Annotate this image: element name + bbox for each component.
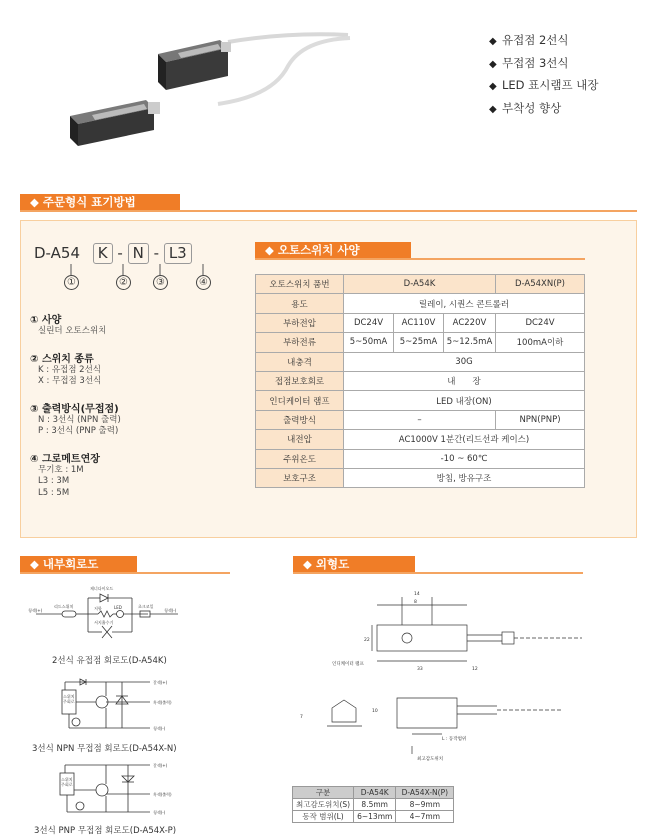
circuit-caption-2: 3선식 NPN 무접점 회로도(D-A54X-N) xyxy=(32,744,177,754)
circuit-caption-3: 3선식 PNP 무접점 회로도(D-A54X-P) xyxy=(34,826,177,836)
svg-text:최고감도위치: 최고감도위치 xyxy=(417,757,444,762)
svg-text:주회로: 주회로 xyxy=(63,699,75,704)
feature-item xyxy=(489,75,599,98)
circuit-section-title: ◆ 내부회로도 xyxy=(20,556,137,573)
table-row xyxy=(256,371,585,390)
table-row xyxy=(293,787,454,799)
table-row xyxy=(256,391,585,410)
svg-text:33: 33 xyxy=(417,667,423,672)
code-number-2: ② xyxy=(116,275,131,290)
svg-text:8: 8 xyxy=(414,600,417,605)
svg-text:인디케이터 램프: 인디케이터 램프 xyxy=(332,662,364,667)
svg-text:주회로: 주회로 xyxy=(61,782,73,787)
spec-value: D-A54K xyxy=(344,275,496,294)
code-part-switch-type: K xyxy=(93,243,113,264)
order-legend xyxy=(30,304,210,499)
svg-text:청색(-): 청색(-) xyxy=(153,810,166,815)
code-leader-lines xyxy=(60,264,220,276)
spec-value: AC220V xyxy=(444,313,496,332)
code-part-lead: L3 xyxy=(164,243,192,264)
feature-text: LED 표시램프 내장 xyxy=(502,78,599,92)
spec-value: 100mA이하 xyxy=(496,333,585,352)
code-number-3: ③ xyxy=(153,275,168,290)
feature-text: 유접점 2선식 xyxy=(502,33,569,47)
legend-text: K : 유접점 2선식 xyxy=(38,364,102,375)
table-row xyxy=(256,468,585,487)
feature-item xyxy=(489,53,599,76)
feature-text: 부착성 향상 xyxy=(502,100,562,115)
outline-section-title: ◆ 외형도 xyxy=(293,556,415,573)
spec-label: 오토스위치 품번 xyxy=(256,275,344,294)
legend-title-4: ④ 그로메트연장 xyxy=(30,453,100,465)
feature-text: 무접점 3선식 xyxy=(502,55,569,70)
dim-header: D-A54K xyxy=(354,787,396,799)
dim-value: 8~9mm xyxy=(396,799,454,811)
spec-label: 부하전압 xyxy=(256,313,344,332)
spec-value: 5~25mA xyxy=(394,333,444,352)
svg-text:스위치: 스위치 xyxy=(61,777,73,782)
svg-text:LED: LED xyxy=(114,605,122,610)
legend-text: P : 3선식 (PNP 출력) xyxy=(38,426,119,436)
spec-label: 부하전류 xyxy=(256,333,344,352)
order-section-title: ◆ 주문형식 표기방법 xyxy=(20,194,180,211)
spec-value: AC1000V 1분간(리드선과 케이스) xyxy=(344,430,585,449)
spec-label: 보호구조 xyxy=(256,468,344,487)
svg-text:저항: 저항 xyxy=(94,606,102,611)
legend-text: N : 3선식 (NPN 출력) xyxy=(38,414,121,425)
outline-section-rule xyxy=(293,572,583,574)
svg-text:7: 7 xyxy=(300,715,303,720)
svg-text:스위치: 스위치 xyxy=(63,694,75,699)
circuit-diagram-npn xyxy=(40,676,180,736)
svg-text:10: 10 xyxy=(372,709,378,714)
diamond-bullet-icon: ◆ xyxy=(489,58,497,70)
spec-value: 내 장 xyxy=(344,371,585,390)
diamond-bullet-icon: ◆ xyxy=(489,103,497,115)
legend-text: 무기호 : 1M xyxy=(38,464,84,475)
svg-text:청색(+): 청색(+) xyxy=(28,608,43,613)
spec-label: 인디케이터 램프 xyxy=(256,391,344,410)
spec-section-title: ◆ 오토스위치 사양 xyxy=(255,242,411,259)
feature-item xyxy=(489,98,599,121)
legend-title-1: ① 사양 xyxy=(30,315,62,326)
table-row xyxy=(256,430,585,449)
legend-text: L5 : 5M xyxy=(38,487,70,498)
circuit-section-rule xyxy=(20,572,230,574)
spec-value: -10 ~ 60℃ xyxy=(344,449,585,468)
table-row xyxy=(293,811,454,823)
svg-text:12: 12 xyxy=(472,667,478,672)
svg-text:청색(-): 청색(-) xyxy=(153,726,166,731)
feature-item xyxy=(489,30,599,53)
table-row xyxy=(256,313,585,332)
spec-value: LED 내장(ON) xyxy=(344,391,585,410)
product-photo xyxy=(58,18,358,146)
dim-value: 8.5mm xyxy=(354,799,396,811)
spec-value: DC24V xyxy=(344,313,394,332)
dim-header: D-A54X-N(P) xyxy=(396,787,454,799)
dim-value: 6~13mm xyxy=(354,811,396,823)
spec-value: 릴레이, 시퀀스 콘트롤러 xyxy=(344,294,585,313)
diamond-bullet-icon: ◆ xyxy=(489,81,497,92)
dim-label: 동작 범위(L) xyxy=(293,811,354,823)
spec-label: 접점보호회로 xyxy=(256,371,344,390)
code-part-output: N xyxy=(128,243,149,264)
circuit-diagram-pnp xyxy=(40,760,180,818)
svg-text:14: 14 xyxy=(414,592,420,597)
table-row xyxy=(293,799,454,811)
code-number-4: ④ xyxy=(196,275,211,290)
spec-value: 5~50mA xyxy=(344,333,394,352)
spec-value: AC110V xyxy=(394,313,444,332)
spec-value: 30G xyxy=(344,352,585,371)
spec-label: 출력방식 xyxy=(256,410,344,429)
svg-text:22: 22 xyxy=(364,638,370,643)
table-row xyxy=(256,294,585,313)
svg-text:제너다이오드: 제너다이오드 xyxy=(90,586,114,591)
spec-value: – xyxy=(344,410,496,429)
circuit-caption-1: 2선식 유접점 회로도(D-A54K) xyxy=(52,656,167,666)
dim-label: 최고감도위치(S) xyxy=(293,799,354,811)
svg-text:갈색(+): 갈색(+) xyxy=(153,763,168,768)
spec-value: 5~12.5mA xyxy=(444,333,496,352)
spec-section-rule xyxy=(255,258,585,260)
dim-header: 구분 xyxy=(293,787,354,799)
table-row xyxy=(256,333,585,352)
outline-top-view xyxy=(292,585,592,685)
code-number-1: ① xyxy=(64,275,79,290)
diamond-bullet-icon: ◆ xyxy=(489,36,497,47)
spec-value: NPN(PNP) xyxy=(496,410,585,429)
svg-text:초크코일: 초크코일 xyxy=(138,604,154,609)
spec-label: 내충격 xyxy=(256,352,344,371)
table-row xyxy=(256,275,585,294)
table-row xyxy=(256,449,585,468)
legend-title-2: ② 스위치 종류 xyxy=(30,353,94,365)
legend-text: X : 무접점 3선식 xyxy=(38,376,102,386)
outline-table xyxy=(292,786,454,823)
legend-title-3: ③ 출력방식(무접점) xyxy=(30,403,119,415)
spec-value: D-A54XN(P) xyxy=(496,275,585,294)
order-section-rule xyxy=(20,210,637,212)
legend-text: 실린더 오토스위치 xyxy=(38,326,107,336)
svg-text:흑색(출력): 흑색(출력) xyxy=(153,792,172,797)
dim-value: 4~7mm xyxy=(396,811,454,823)
svg-text:리드스위치: 리드스위치 xyxy=(54,604,74,609)
spec-label: 주위온도 xyxy=(256,449,344,468)
table-row xyxy=(256,410,585,429)
feature-list xyxy=(489,30,599,120)
svg-text:청색(-): 청색(-) xyxy=(164,608,177,613)
spec-label: 용도 xyxy=(256,294,344,313)
spec-label: 내전압 xyxy=(256,430,344,449)
spec-value: 방침, 방유구조 xyxy=(344,468,585,487)
svg-text:갈색(+): 갈색(+) xyxy=(153,680,168,685)
table-row xyxy=(256,352,585,371)
svg-text:서지흡수기: 서지흡수기 xyxy=(94,620,114,625)
svg-text:흑색(출력): 흑색(출력) xyxy=(153,700,172,705)
order-code: D-A54 K - N - L3 xyxy=(34,243,192,264)
spec-value: DC24V xyxy=(496,313,585,332)
outline-side-view xyxy=(292,688,592,770)
spec-table xyxy=(255,274,585,488)
code-prefix: D-A54 xyxy=(34,244,80,262)
circuit-diagram-2wire xyxy=(28,584,193,642)
legend-text: L3 : 3M xyxy=(38,476,70,486)
svg-text:L : 동작범위: L : 동작범위 xyxy=(442,737,467,742)
